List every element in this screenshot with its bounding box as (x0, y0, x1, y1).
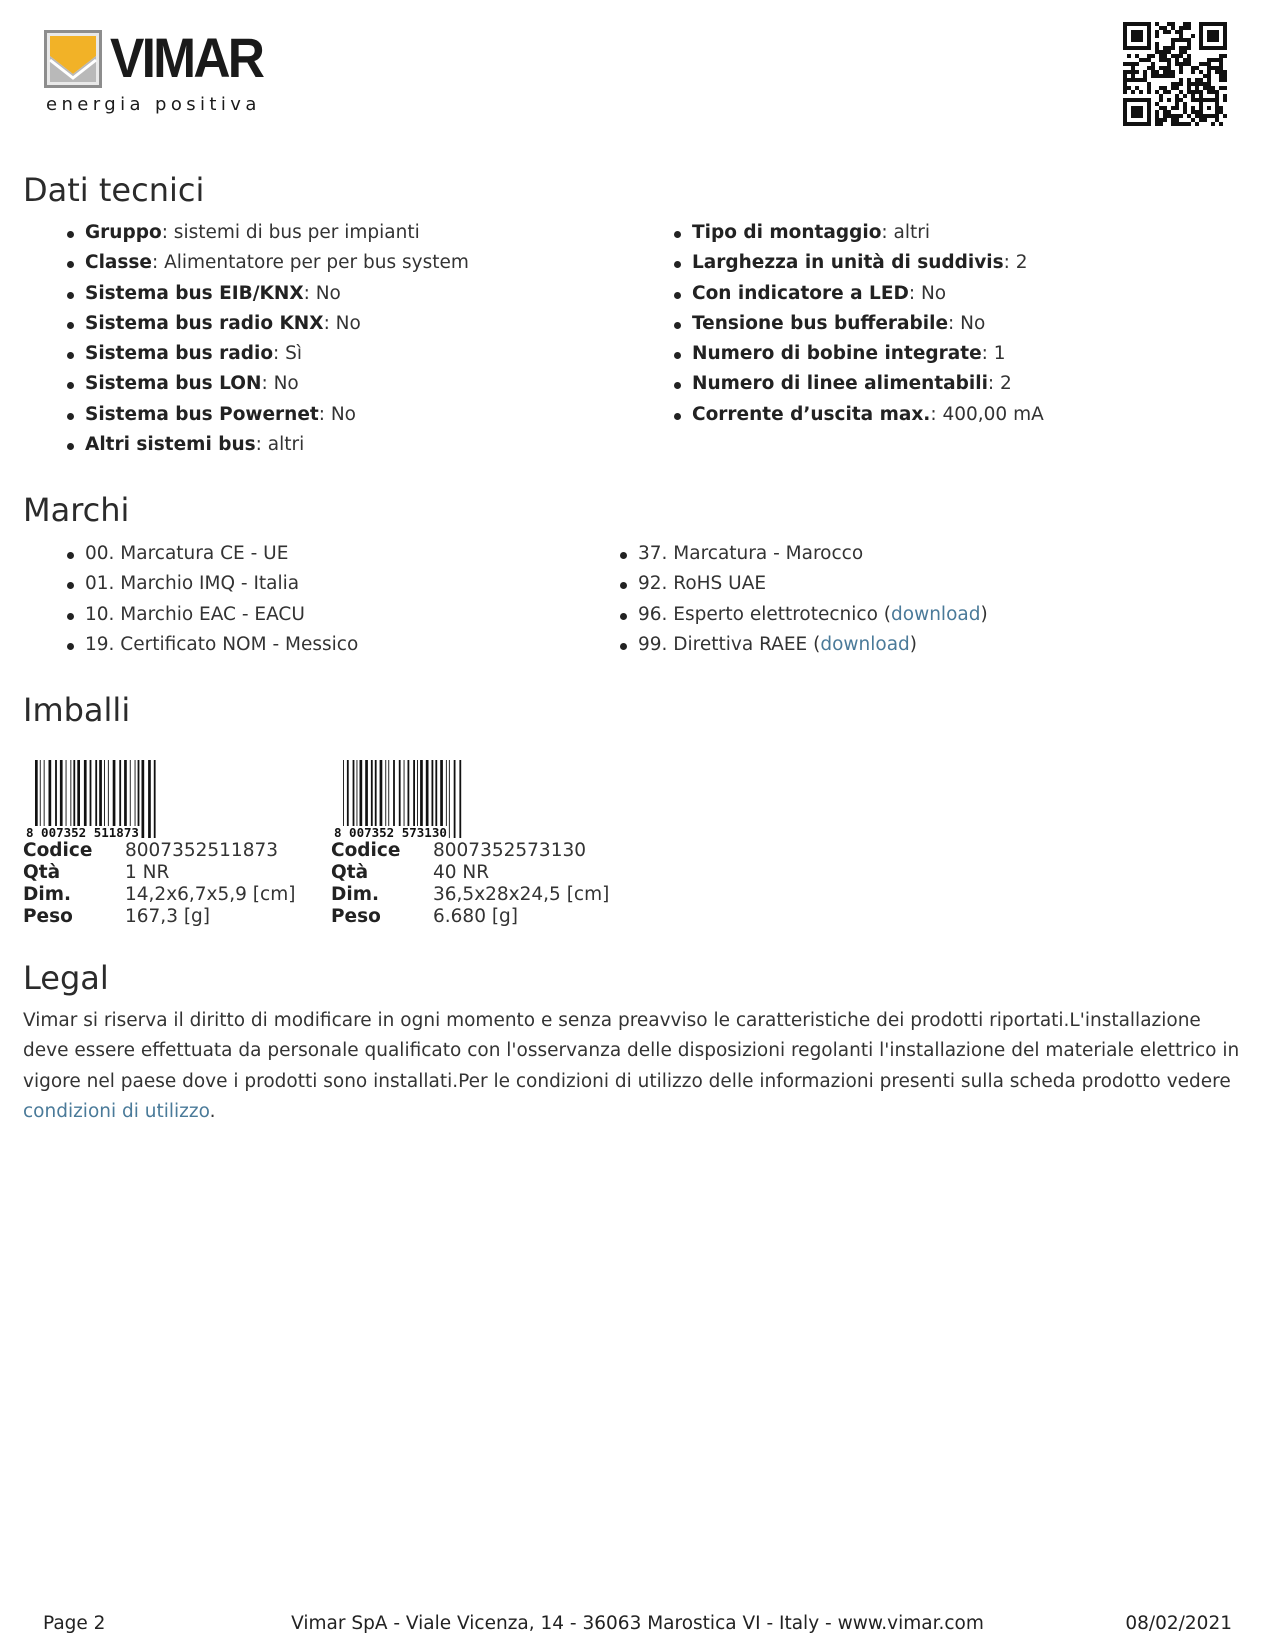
spec-key: Numero di bobine integrate (692, 343, 982, 365)
barcode-number: 8 007352 511873 (26, 825, 139, 840)
label-qta: Qtà (23, 862, 61, 883)
marchio-text: 92. RoHS UAE (638, 573, 767, 595)
marchio-text: 37. Marcatura - Marocco (638, 543, 864, 564)
label-qta: Qtà (331, 862, 369, 883)
spec-key: Larghezza in unità di suddivis (692, 252, 1004, 274)
spec-value: : No (261, 373, 299, 395)
vimar-logo (44, 26, 284, 120)
spec-key: Sistema bus radio (85, 343, 274, 365)
marchio-text: 00. Marcatura CE - UE (85, 543, 289, 564)
spec-key: Con indicatore a LED (692, 282, 909, 304)
package-row-codice (331, 840, 609, 862)
package-row-peso (331, 906, 609, 928)
spec-value: : 1 (981, 343, 1006, 365)
marchio-item (616, 600, 988, 630)
footer-address: Vimar SpA - Viale Vicenza, 14 - 36063 Marostica VI - Italy - www.vimar.com (291, 1613, 984, 1634)
vimar-logo-mark-icon (44, 30, 102, 88)
spec-value: : No (908, 282, 947, 304)
spec-value: : No (323, 312, 361, 334)
package-table (23, 840, 295, 928)
spec-key: Tipo di montaggio (692, 222, 882, 243)
label-codice: Codice (23, 840, 93, 861)
spec-item (670, 309, 1044, 339)
marchio-item (616, 569, 988, 599)
value-codice: 8007352511873 (125, 840, 279, 861)
vimar-tagline: energia positiva (46, 94, 261, 115)
spec-key: Gruppo (85, 222, 162, 243)
spec-value: : 400,00 mA (930, 403, 1044, 425)
section-title-marchi: Marchi (23, 491, 130, 529)
marchio-item (63, 630, 358, 660)
spec-value: : Alimentatore per per bus system (151, 252, 469, 274)
marchio-text: 96. Esperto elettrotecnico ( (638, 603, 892, 625)
spec-key: Sistema bus Powernet (85, 403, 319, 425)
package-row-peso (23, 906, 295, 928)
value-dim: 14,2x6,7x5,9 [cm] (125, 884, 296, 905)
package-row-qta (331, 862, 609, 884)
spec-value: : 2 (1003, 252, 1028, 274)
spec-value: : 2 (987, 373, 1012, 395)
value-dim: 36,5x28x24,5 [cm] (433, 884, 610, 905)
section-title-legal: Legal (23, 959, 109, 997)
dati-tecnici-list-left (63, 218, 469, 460)
label-codice: Codice (331, 840, 401, 861)
condizioni-di-utilizzo-link[interactable]: condizioni di utilizzo (23, 1100, 210, 1122)
spec-value: : sistemi di bus per impianti (161, 222, 420, 243)
spec-item (63, 218, 469, 248)
marchio-item (63, 539, 358, 569)
legal-end: . (209, 1100, 216, 1122)
footer-page-number: Page 2 (43, 1613, 106, 1634)
spec-item (670, 279, 1044, 309)
spec-item (670, 248, 1044, 278)
barcode-number: 8 007352 573130 (334, 825, 447, 840)
spec-item (63, 309, 469, 339)
spec-key: Sistema bus LON (85, 373, 262, 395)
spec-item (63, 369, 469, 399)
spec-value: : altri (255, 434, 305, 456)
section-title-imballi: Imballi (23, 691, 131, 729)
marchio-text-end: ) (980, 603, 988, 625)
marchio-item (63, 569, 358, 599)
label-dim: Dim. (331, 884, 380, 905)
value-qta: 1 NR (125, 862, 170, 883)
spec-item (63, 248, 469, 278)
section-title-dati-tecnici: Dati tecnici (23, 171, 205, 209)
spec-item (63, 279, 469, 309)
value-codice: 8007352573130 (433, 840, 587, 861)
legal-paragraph (23, 1006, 1251, 1127)
package-row-codice (23, 840, 295, 862)
spec-item (63, 339, 469, 369)
spec-key: Sistema bus radio KNX (85, 312, 324, 334)
dati-tecnici-list-right (670, 218, 1044, 430)
spec-item (670, 400, 1044, 430)
spec-item (63, 400, 469, 430)
spec-value: : Sì (273, 343, 303, 365)
marchio-text: 99. Direttiva RAEE ( (638, 633, 821, 655)
label-peso: Peso (23, 906, 73, 927)
marchio-text: 10. Marchio EAC - EACU (85, 603, 305, 625)
spec-value: : No (318, 403, 357, 425)
marchi-list-right (616, 539, 988, 660)
qr-code-icon (1123, 22, 1227, 126)
spec-item (670, 218, 1044, 248)
spec-item (670, 339, 1044, 369)
marchio-text-end: ) (909, 633, 918, 655)
spec-key: Classe (85, 252, 152, 274)
marchio-item (63, 600, 358, 630)
package-row-dim (23, 884, 295, 906)
value-qta: 40 NR (433, 862, 490, 883)
marchio-text: 19. Certificato NOM - Messico (85, 633, 359, 655)
spec-value: : No (948, 312, 986, 334)
spec-value: : No (303, 282, 341, 304)
value-peso: 167,3 [g] (125, 906, 211, 927)
marchio-text: 01. Marchio IMQ - Italia (85, 573, 300, 595)
footer-date: 08/02/2021 (1125, 1613, 1232, 1634)
package-row-dim (331, 884, 609, 906)
package-row-qta (23, 862, 295, 884)
spec-item (670, 369, 1044, 399)
spec-key: Corrente d’uscita max. (692, 403, 931, 425)
download-link[interactable]: download (820, 633, 910, 655)
value-peso: 6.680 [g] (433, 906, 519, 927)
marchio-item (616, 539, 988, 569)
download-link[interactable]: download (891, 603, 981, 625)
spec-key: Numero di linee alimentabili (692, 373, 988, 395)
spec-value: : altri (881, 222, 930, 243)
label-dim: Dim. (23, 884, 72, 905)
spec-key: Tensione bus bufferabile (692, 312, 948, 334)
marchio-item (616, 630, 988, 660)
legal-text: Vimar si riserva il diritto di modificare in ogni momento e senza preavviso le caratteristiche dei prodotti riportati.L'installazione deve essere effettuata da personale qualificato con l'osservanza delle disposizioni regolanti l'installazione del materiale elettrico in vigore nel paese dove i prodotti sono installati.Per le condizioni di utilizzo delle informazioni presenti sulla scheda prodotto vedere (23, 1010, 1240, 1092)
vimar-wordmark: VIMAR (110, 26, 263, 89)
spec-item (63, 430, 469, 460)
package-table (331, 840, 609, 928)
marchi-list-left (63, 539, 358, 660)
label-peso: Peso (331, 906, 381, 927)
spec-key: Sistema bus EIB/KNX (85, 282, 304, 304)
spec-key: Altri sistemi bus (85, 434, 256, 456)
